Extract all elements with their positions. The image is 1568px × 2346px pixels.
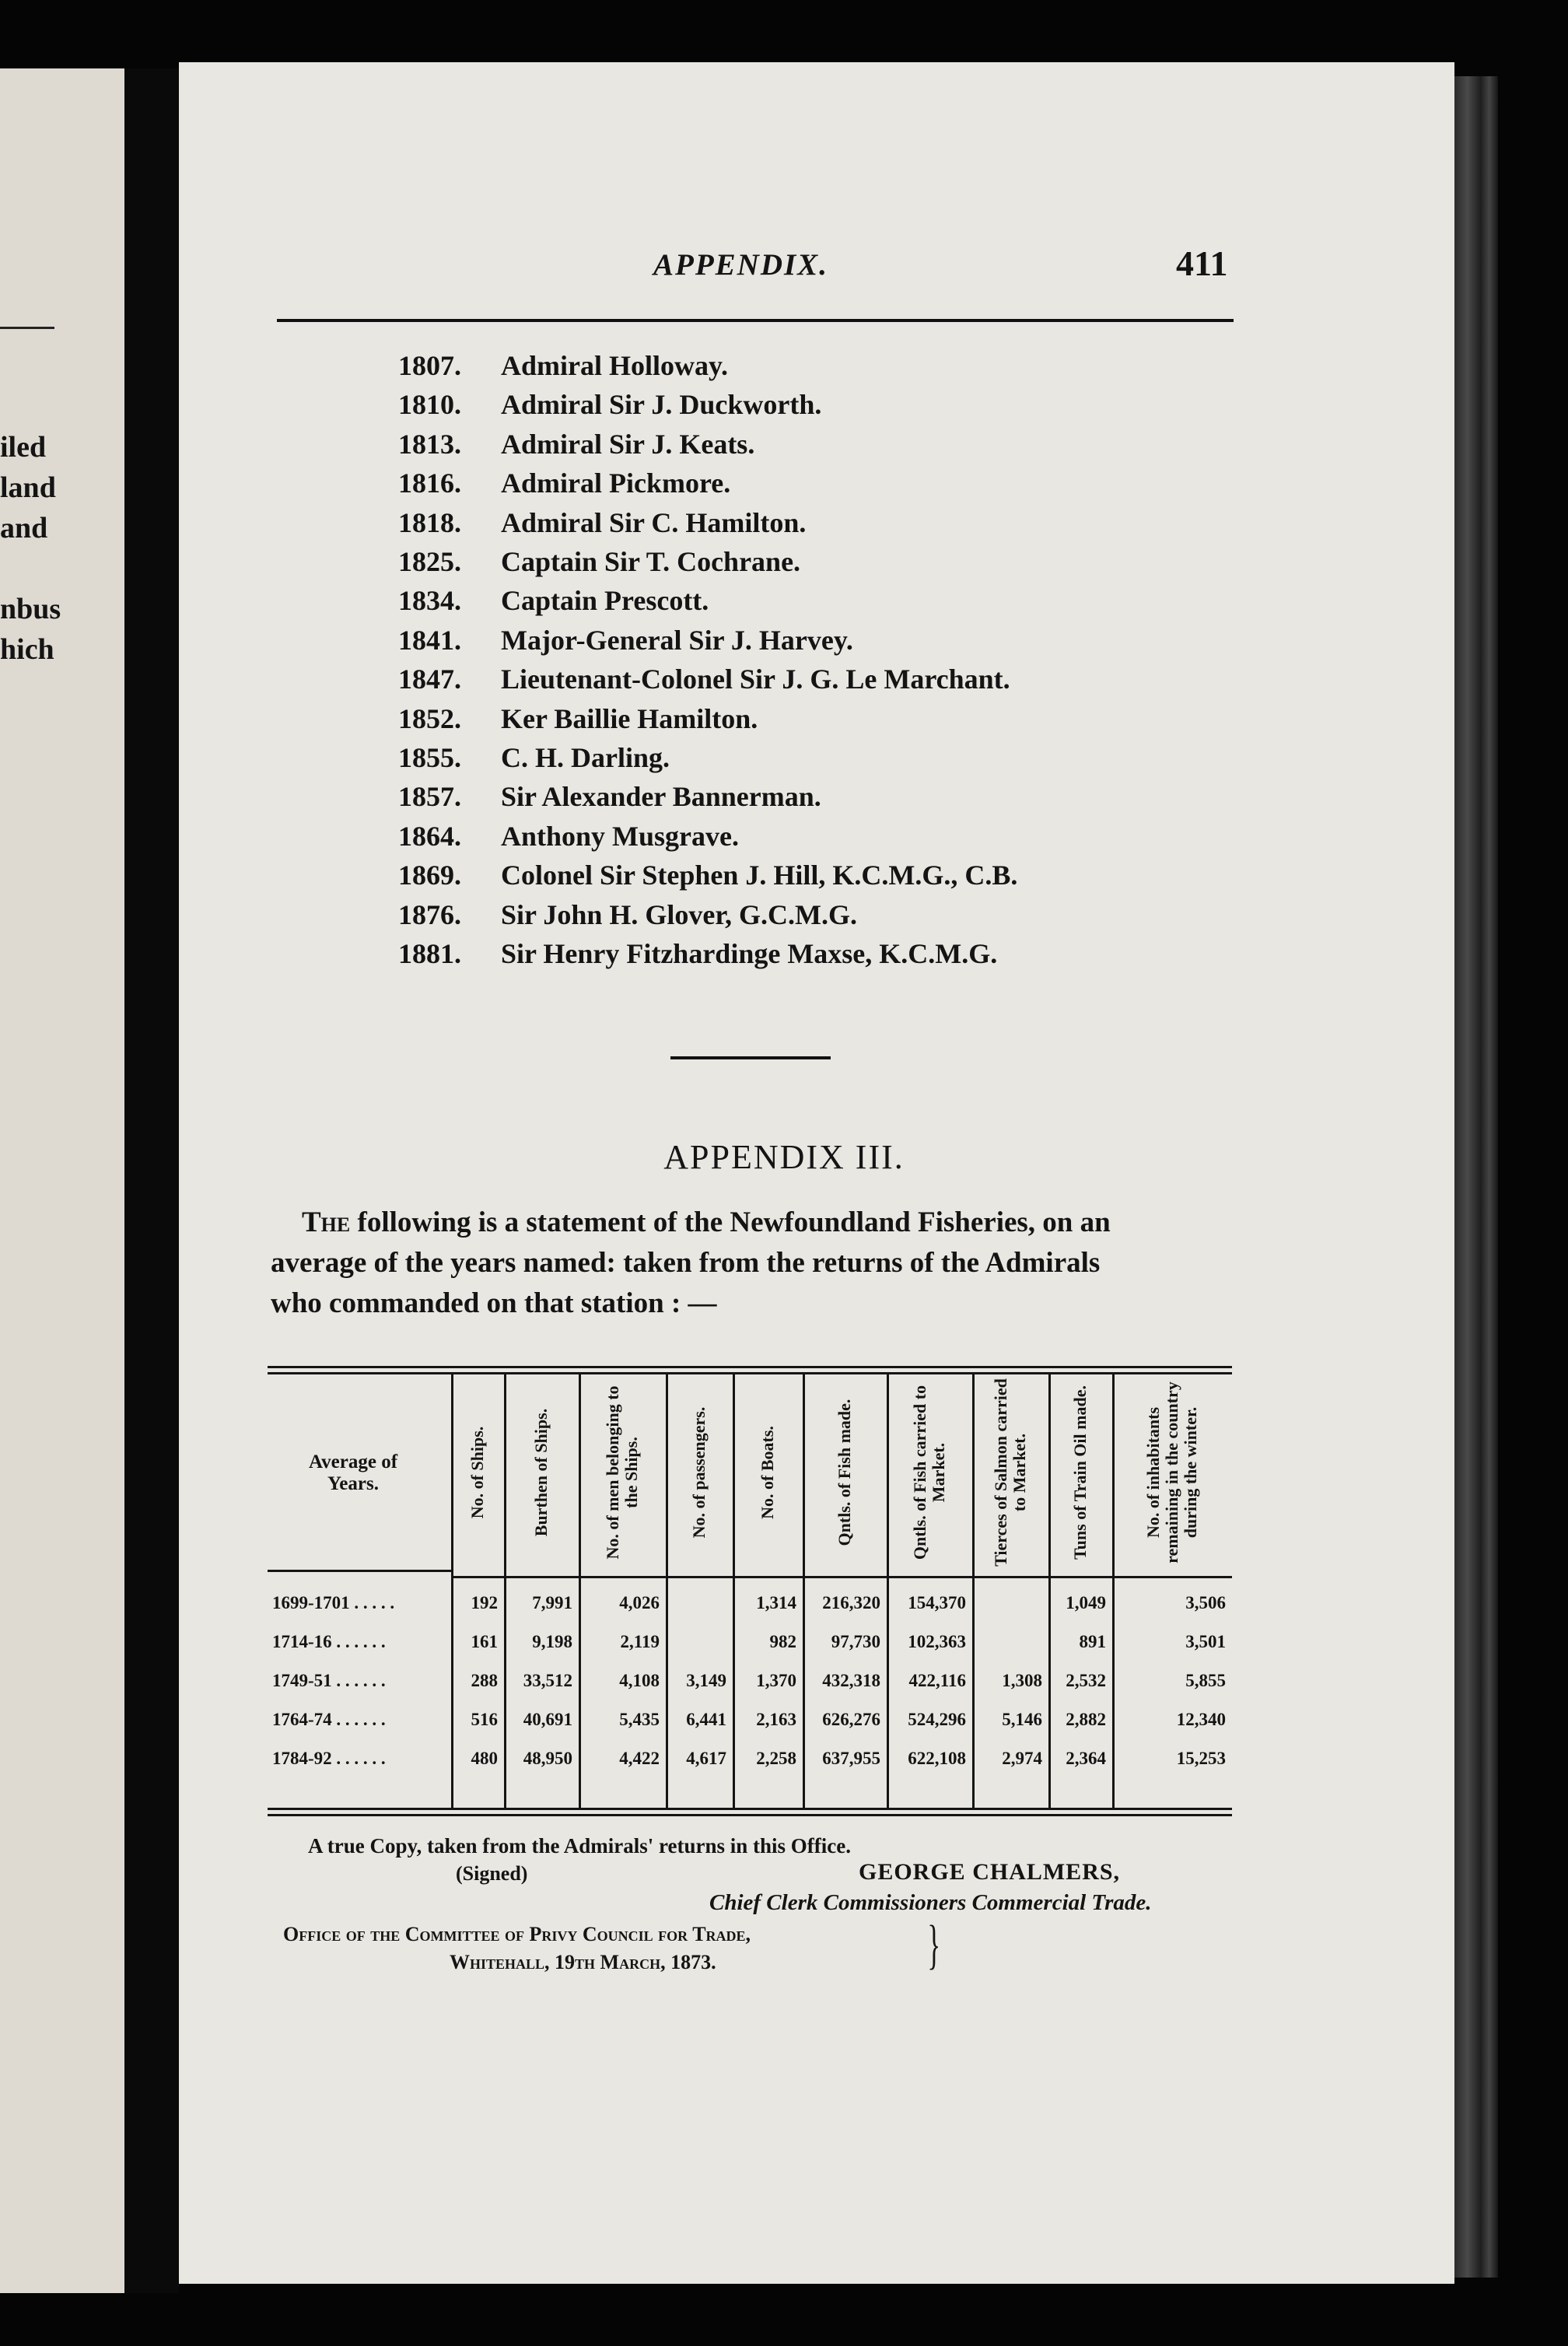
governor-name: Admiral Pickmore.: [501, 467, 731, 499]
table-rule: [268, 1570, 451, 1572]
table-cell: 3,506: [1185, 1593, 1226, 1612]
column-header: Tierces of Salmon carried to Market.: [991, 1378, 1029, 1567]
governor-year: 1825.: [398, 546, 461, 577]
signed-label: (Signed): [456, 1862, 528, 1885]
table-cell: 5,435: [619, 1710, 660, 1729]
left-page-text: nbus: [0, 593, 61, 625]
table-cell: 4,026: [619, 1593, 660, 1612]
governor-name: Captain Sir T. Cochrane.: [501, 546, 801, 577]
governor-name: Anthony Musgrave.: [501, 820, 740, 852]
column-header: No. of Ships.: [467, 1426, 487, 1519]
table-cell: 15,253: [1176, 1749, 1226, 1768]
table-cell: 3,501: [1185, 1632, 1226, 1651]
table-cell: 422,116: [908, 1671, 966, 1690]
governor-name: Admiral Sir J. Keats.: [501, 428, 755, 460]
table-cell: 1,049: [1066, 1593, 1106, 1612]
table-rule: [268, 1814, 1232, 1816]
table-cell: 2,119: [620, 1632, 660, 1651]
intro-paragraph: [271, 1203, 1235, 1324]
appendix-title: APPENDIX III.: [663, 1138, 905, 1176]
table-cell: 1,370: [756, 1671, 796, 1690]
governor-year: 1876.: [398, 898, 461, 930]
table-cell: 982: [769, 1632, 796, 1651]
row-label: 1699-1701 . . . . .: [272, 1593, 395, 1612]
governor-entry: [398, 861, 1017, 889]
table-cell: 516: [471, 1710, 498, 1729]
governor-year: 1810.: [398, 389, 461, 421]
table-cell: 192: [471, 1593, 498, 1612]
table-rule: [268, 1808, 1232, 1810]
signer-name: GEORGE CHALMERS,: [859, 1859, 1121, 1885]
page-edge: [1454, 76, 1498, 2278]
page-number: 411: [1176, 243, 1228, 283]
table-cell: 154,370: [908, 1593, 966, 1612]
governor-name: Admiral Holloway.: [501, 350, 729, 381]
left-page-text: and: [0, 512, 48, 544]
left-page-text: hich: [0, 633, 54, 666]
table-cell: 3,149: [686, 1671, 726, 1690]
governor-name: Sir John H. Glover, G.C.M.G.: [501, 898, 858, 930]
row-label: 1764-74 . . . . . .: [272, 1710, 386, 1729]
header-rule: [277, 319, 1234, 322]
governor-entry: [398, 898, 858, 930]
governor-entry: [398, 665, 1010, 693]
governor-year: 1864.: [398, 820, 461, 852]
column-header: No. of men belonging to the Ships.: [603, 1385, 641, 1560]
governor-entry: [398, 548, 800, 576]
column-header: No. of inhabitants remaining in the country during the winter.: [1143, 1381, 1200, 1563]
table-cell: 2,974: [1002, 1749, 1042, 1768]
office-line: Office of the Committee of Privy Council for Trade,: [283, 1923, 751, 1945]
governor-name: Sir Alexander Bannerman.: [501, 781, 821, 813]
governor-year: 1881.: [398, 938, 461, 969]
governor-entry: [398, 626, 853, 654]
column-header: Qntls. of Fish made.: [835, 1399, 854, 1546]
table-cell: 9,198: [532, 1632, 572, 1651]
brace-mark: }: [927, 1915, 941, 1975]
table-cell: 5,855: [1185, 1671, 1226, 1690]
governor-entry: [398, 702, 758, 734]
table-cell: 161: [471, 1632, 498, 1651]
governor-entry: [398, 940, 997, 968]
table-rule: [268, 1372, 1232, 1374]
governor-name: Lieutenant-Colonel Sir J. G. Le Marchant.: [501, 664, 1010, 695]
governor-name: Ker Baillie Hamilton.: [501, 702, 758, 734]
table-cell: 4,617: [686, 1749, 726, 1768]
governor-name: Admiral Sir C. Hamilton.: [501, 506, 807, 538]
governor-year: 1813.: [398, 428, 461, 460]
left-page-fragment: [0, 68, 124, 2293]
table-cell: 48,950: [523, 1749, 572, 1768]
table-cell: 12,340: [1176, 1710, 1226, 1729]
table-cell: 4,108: [619, 1671, 660, 1690]
governor-entry: [398, 586, 709, 615]
intro-line: who commanded on that station : —: [271, 1287, 717, 1319]
column-header: No. of Boats.: [758, 1426, 777, 1519]
table-cell: 622,108: [908, 1749, 966, 1768]
governor-entry: [398, 783, 821, 811]
governor-name: Colonel Sir Stephen J. Hill, K.C.M.G., C.B.: [501, 860, 1018, 891]
table-cell: 2,882: [1066, 1710, 1106, 1729]
governor-name: Admiral Sir J. Duckworth.: [501, 389, 822, 421]
running-title: APPENDIX.: [653, 248, 828, 282]
table-rule: [268, 1366, 1232, 1368]
governor-entry: [398, 744, 670, 772]
signer-title: Chief Clerk Commissioners Commercial Trade.: [709, 1890, 1152, 1915]
table-cell: 432,318: [822, 1671, 880, 1690]
governor-name: C. H. Darling.: [501, 742, 670, 773]
governor-year: 1855.: [398, 742, 461, 773]
governor-entry: [398, 352, 728, 380]
column-header: Burthen of Ships.: [531, 1408, 551, 1537]
row-label: 1784-92 . . . . . .: [272, 1749, 386, 1768]
governor-name: Captain Prescott.: [501, 585, 709, 617]
left-page-text: iled: [0, 431, 47, 464]
left-page-text: land: [0, 471, 56, 504]
table-rule: [451, 1576, 1232, 1578]
table-cell: 216,320: [822, 1593, 880, 1612]
governor-year: 1847.: [398, 664, 461, 695]
certification-note: A true Copy, taken from the Admirals' returns in this Office.: [308, 1834, 851, 1858]
table-cell: 626,276: [822, 1710, 880, 1729]
year-column-header: Average of Years.: [308, 1451, 398, 1494]
governor-entry: [398, 430, 754, 458]
table-cell: 524,296: [908, 1710, 966, 1729]
left-page-rule: [0, 327, 54, 329]
governor-year: 1834.: [398, 585, 461, 617]
intro-line: following is a statement of the Newfoundland Fisheries, on an: [357, 1206, 1111, 1238]
column-header: Qntls. of Fish carried to Market.: [910, 1385, 948, 1560]
column-header: No. of passengers.: [689, 1406, 709, 1539]
table-cell: 5,146: [1002, 1710, 1042, 1729]
table-cell: 7,991: [532, 1593, 572, 1612]
table-cell: 6,441: [686, 1710, 726, 1729]
table-cell: 4,422: [619, 1749, 660, 1768]
office-line: Whitehall, 19th March, 1873.: [450, 1951, 716, 1973]
table-cell: 33,512: [523, 1671, 572, 1690]
governor-entry: [398, 469, 730, 497]
governor-entry: [398, 506, 807, 538]
governor-year: 1841.: [398, 624, 461, 656]
governor-name: Major-General Sir J. Harvey.: [501, 624, 853, 656]
governor-year: 1818.: [398, 506, 461, 538]
governor-year: 1852.: [398, 702, 461, 734]
table-cell: 1,314: [756, 1593, 796, 1612]
governor-name: Sir Henry Fitzhardinge Maxse, K.C.M.G.: [501, 938, 998, 969]
row-label: 1714-16 . . . . . .: [272, 1632, 386, 1651]
table-cell: 2,258: [756, 1749, 796, 1768]
row-label: 1749-51 . . . . . .: [272, 1671, 386, 1690]
table-cell: 40,691: [523, 1710, 572, 1729]
table-cell: 97,730: [831, 1632, 880, 1651]
intro-line: average of the years named: taken from the returns of the Admirals: [271, 1247, 1101, 1279]
fisheries-table: [268, 1366, 1232, 1819]
table-cell: 2,364: [1066, 1749, 1106, 1768]
governor-year: 1807.: [398, 350, 461, 381]
book-gutter: [124, 68, 179, 2293]
governor-entry: [398, 389, 822, 421]
table-cell: 2,163: [756, 1710, 796, 1729]
section-divider: [670, 1056, 831, 1059]
table-cell: 288: [471, 1671, 498, 1690]
table-cell: 637,955: [822, 1749, 880, 1768]
table-cell: 2,532: [1066, 1671, 1106, 1690]
table-cell: 1,308: [1002, 1671, 1042, 1690]
governor-year: 1816.: [398, 467, 461, 499]
table-cell: 102,363: [908, 1632, 966, 1651]
table-cell: 480: [471, 1749, 498, 1768]
governor-entry: [398, 822, 739, 850]
intro-lead-word: The: [302, 1206, 351, 1238]
table-cell: 891: [1079, 1632, 1106, 1651]
column-header: Tuns of Train Oil made.: [1070, 1385, 1090, 1560]
governor-year: 1857.: [398, 781, 461, 813]
governor-year: 1869.: [398, 860, 461, 891]
